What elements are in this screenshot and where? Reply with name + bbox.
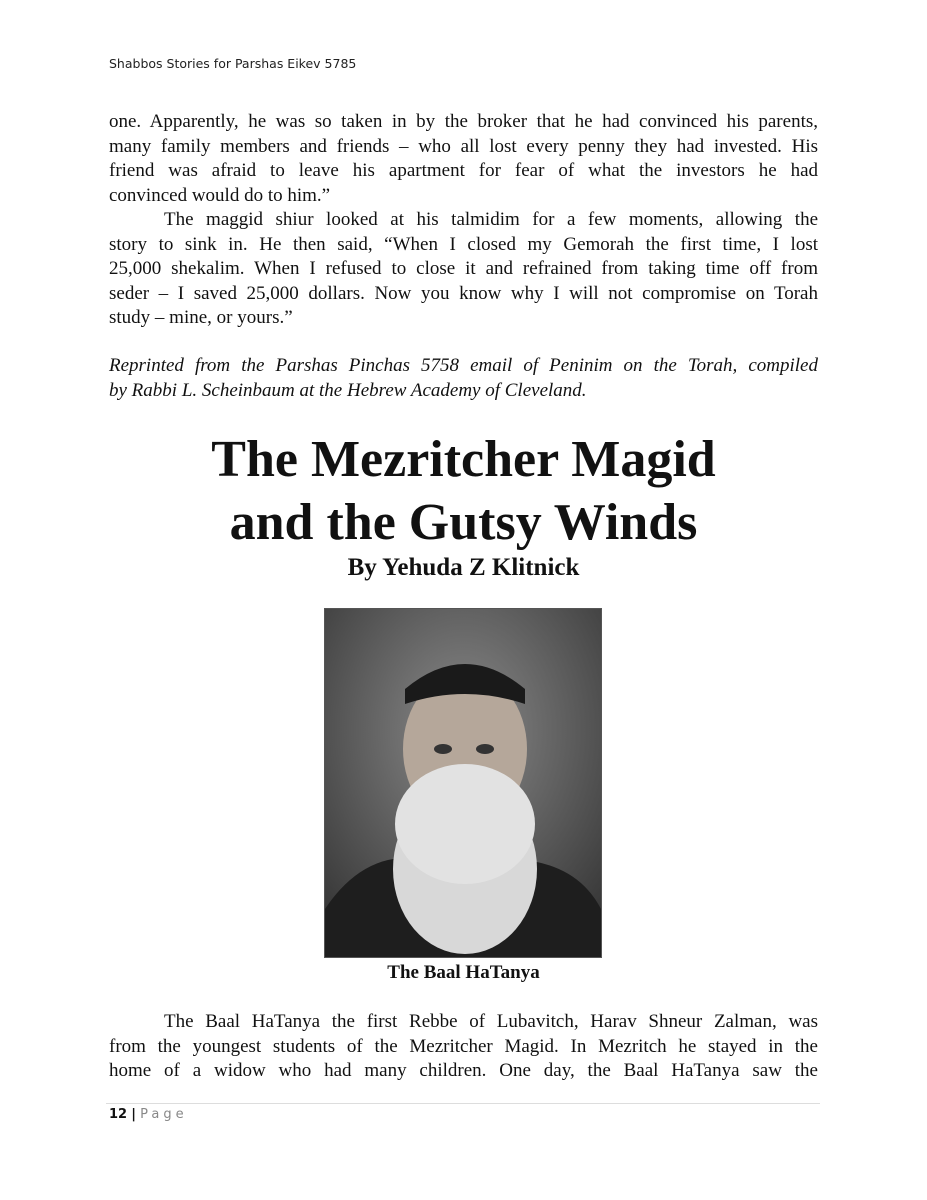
paragraph-story-end (109, 110, 818, 331)
article-paragraph (109, 1010, 818, 1084)
text-line: seder – I saved 25,000 dollars. Now you know why I will not compromise on Torah (109, 282, 818, 304)
image-caption: The Baal HaTanya (387, 962, 540, 983)
text-line: one. Apparently, he was so taken in by the broker that he had convinced his parents, (109, 111, 818, 132)
text-line: story to sink in. He then said, “When I closed my Gemorah the first time, I lost (109, 233, 818, 255)
text-line: Reprinted from the Parshas Pinchas 5758 email of Peninim on the Torah, compiled (109, 355, 818, 376)
footer-separator: | (131, 1107, 136, 1122)
text-line: home of a widow who had many children. One day, the Baal HaTanya saw the (109, 1060, 818, 1081)
text-line: friend was afraid to leave his apartment for fear of what the investors he had (109, 160, 818, 181)
text-line: convinced would do to him.” (109, 184, 331, 206)
reprint-credit (109, 354, 818, 403)
text-line: from the youngest students of the Mezritcher Magid. In Mezritch he stayed in the (109, 1035, 818, 1057)
article-title-line-1: The Mezritcher Magid (211, 431, 716, 488)
text-line: by Rabbi L. Scheinbaum at the Hebrew Academy of Cleveland. (109, 379, 587, 401)
article-byline: By Yehuda Z Klitnick (347, 554, 580, 581)
page-number: 12 (109, 1107, 128, 1122)
footer-divider (106, 1103, 820, 1104)
portrait-image (324, 608, 602, 958)
page-footer (109, 1107, 188, 1122)
text-line: The Baal HaTanya the first Rebbe of Lubavitch, Harav Shneur Zalman, was (164, 1011, 818, 1032)
page-label: Page (140, 1107, 188, 1122)
text-line: 25,000 shekalim. When I refused to close it and refrained from taking time off from (109, 258, 818, 279)
article-title-line-2: and the Gutsy Winds (229, 494, 698, 551)
running-header: Shabbos Stories for Parshas Eikev 5785 (109, 56, 357, 71)
text-line: study – mine, or yours.” (109, 307, 293, 328)
text-line: The maggid shiur looked at his talmidim for a few moments, allowing the (164, 209, 818, 230)
text-line: many family members and friends – who all lost every penny they had invested. His (109, 135, 818, 157)
